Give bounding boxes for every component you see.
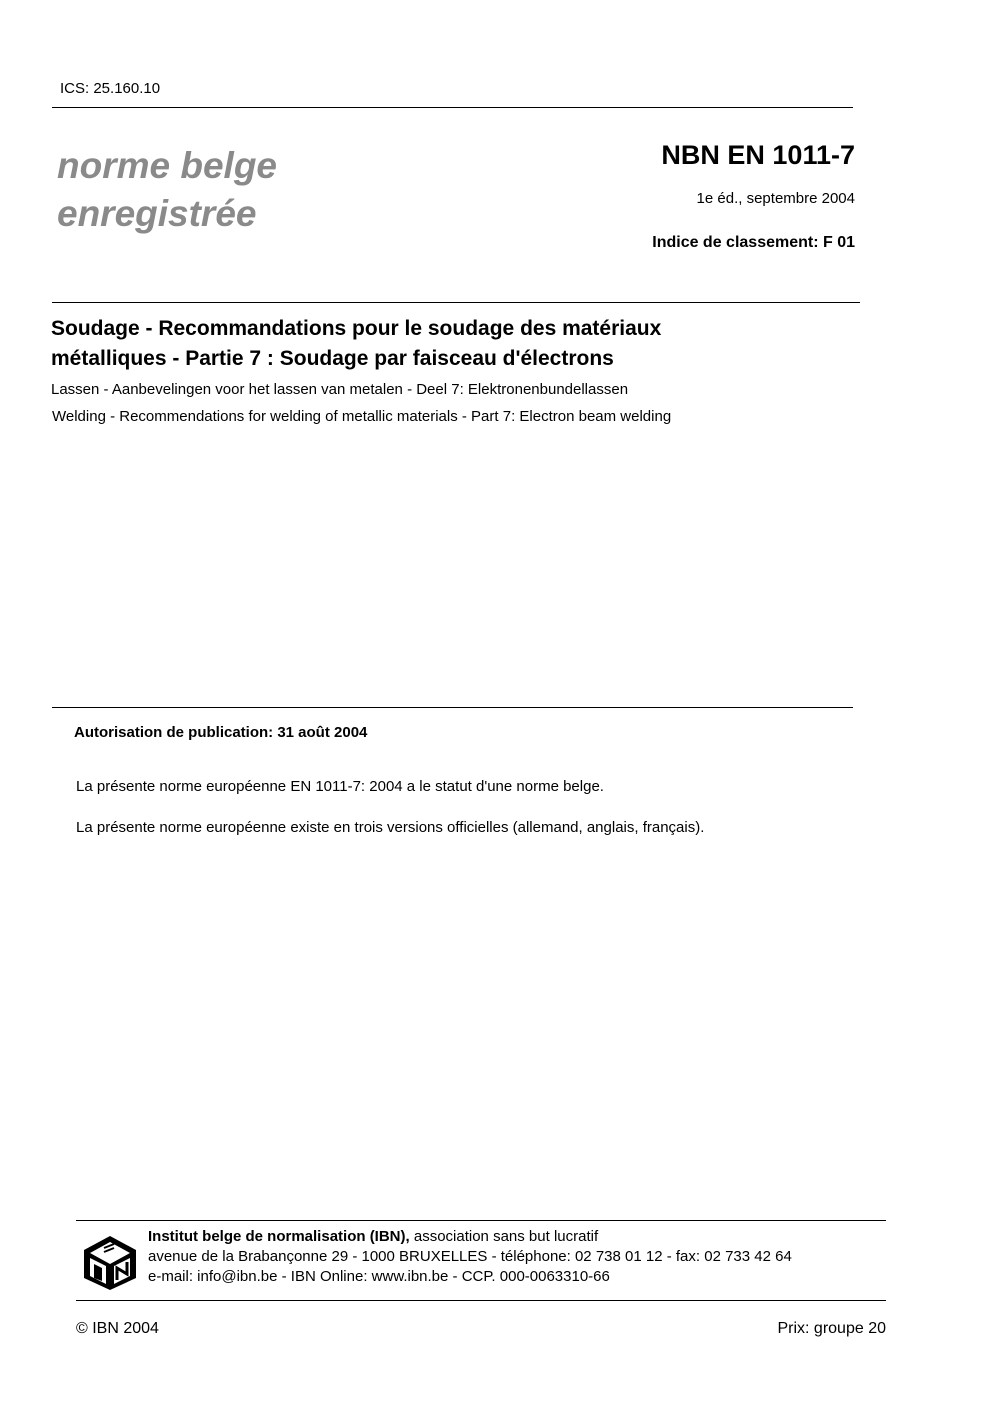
edition-date: 1e éd., septembre 2004 (696, 190, 855, 207)
ibn-logo-icon (82, 1234, 138, 1290)
status-paragraph: La présente norme européenne EN 1011-7: 2004 a le statut d'une norme belge. (76, 778, 604, 795)
divider-top (52, 107, 853, 108)
divider-title (52, 302, 860, 303)
norme-belge-label: norme belge enregistrée (57, 145, 277, 234)
institute-status: association sans but lucratif (409, 1228, 599, 1245)
copyright: © IBN 2004 (76, 1320, 159, 1337)
ics-code: ICS: 25.160.10 (60, 80, 161, 97)
divider-institute-bottom (76, 1300, 886, 1301)
title-french: Soudage - Recommandations pour le soudage des matériaux métalliques - Partie 7 : Soudage par faisceau d'électrons (51, 317, 662, 370)
divider-institute-top (76, 1220, 886, 1221)
institute-address: avenue de la Brabançonne 29 - 1000 BRUXELLES - téléphone: 02 738 01 12 - fax: 02 733 42 64 (148, 1248, 792, 1265)
institute-name-line (148, 1228, 598, 1245)
title-dutch: Lassen - Aanbevelingen voor het lassen van metalen - Deel 7: Elektronenbundellassen (51, 381, 629, 398)
classement-index: Indice de classement: F 01 (652, 234, 855, 251)
institute-contact: e-mail: info@ibn.be - IBN Online: www.ibn.be - CCP. 000-0063310-66 (148, 1268, 610, 1285)
institute-name: Institut belge de normalisation (IBN), (148, 1228, 410, 1245)
publication-authorization: Autorisation de publication: 31 août 2004 (74, 724, 368, 741)
divider-publication (52, 707, 853, 708)
versions-paragraph: La présente norme européenne existe en trois versions officielles (allemand, anglais, français). (76, 819, 705, 836)
price-group: Prix: groupe 20 (777, 1320, 886, 1337)
title-english: Welding - Recommendations for welding of metallic materials - Part 7: Electron beam welding (52, 408, 672, 425)
standard-number: NBN EN 1011-7 (661, 140, 855, 170)
